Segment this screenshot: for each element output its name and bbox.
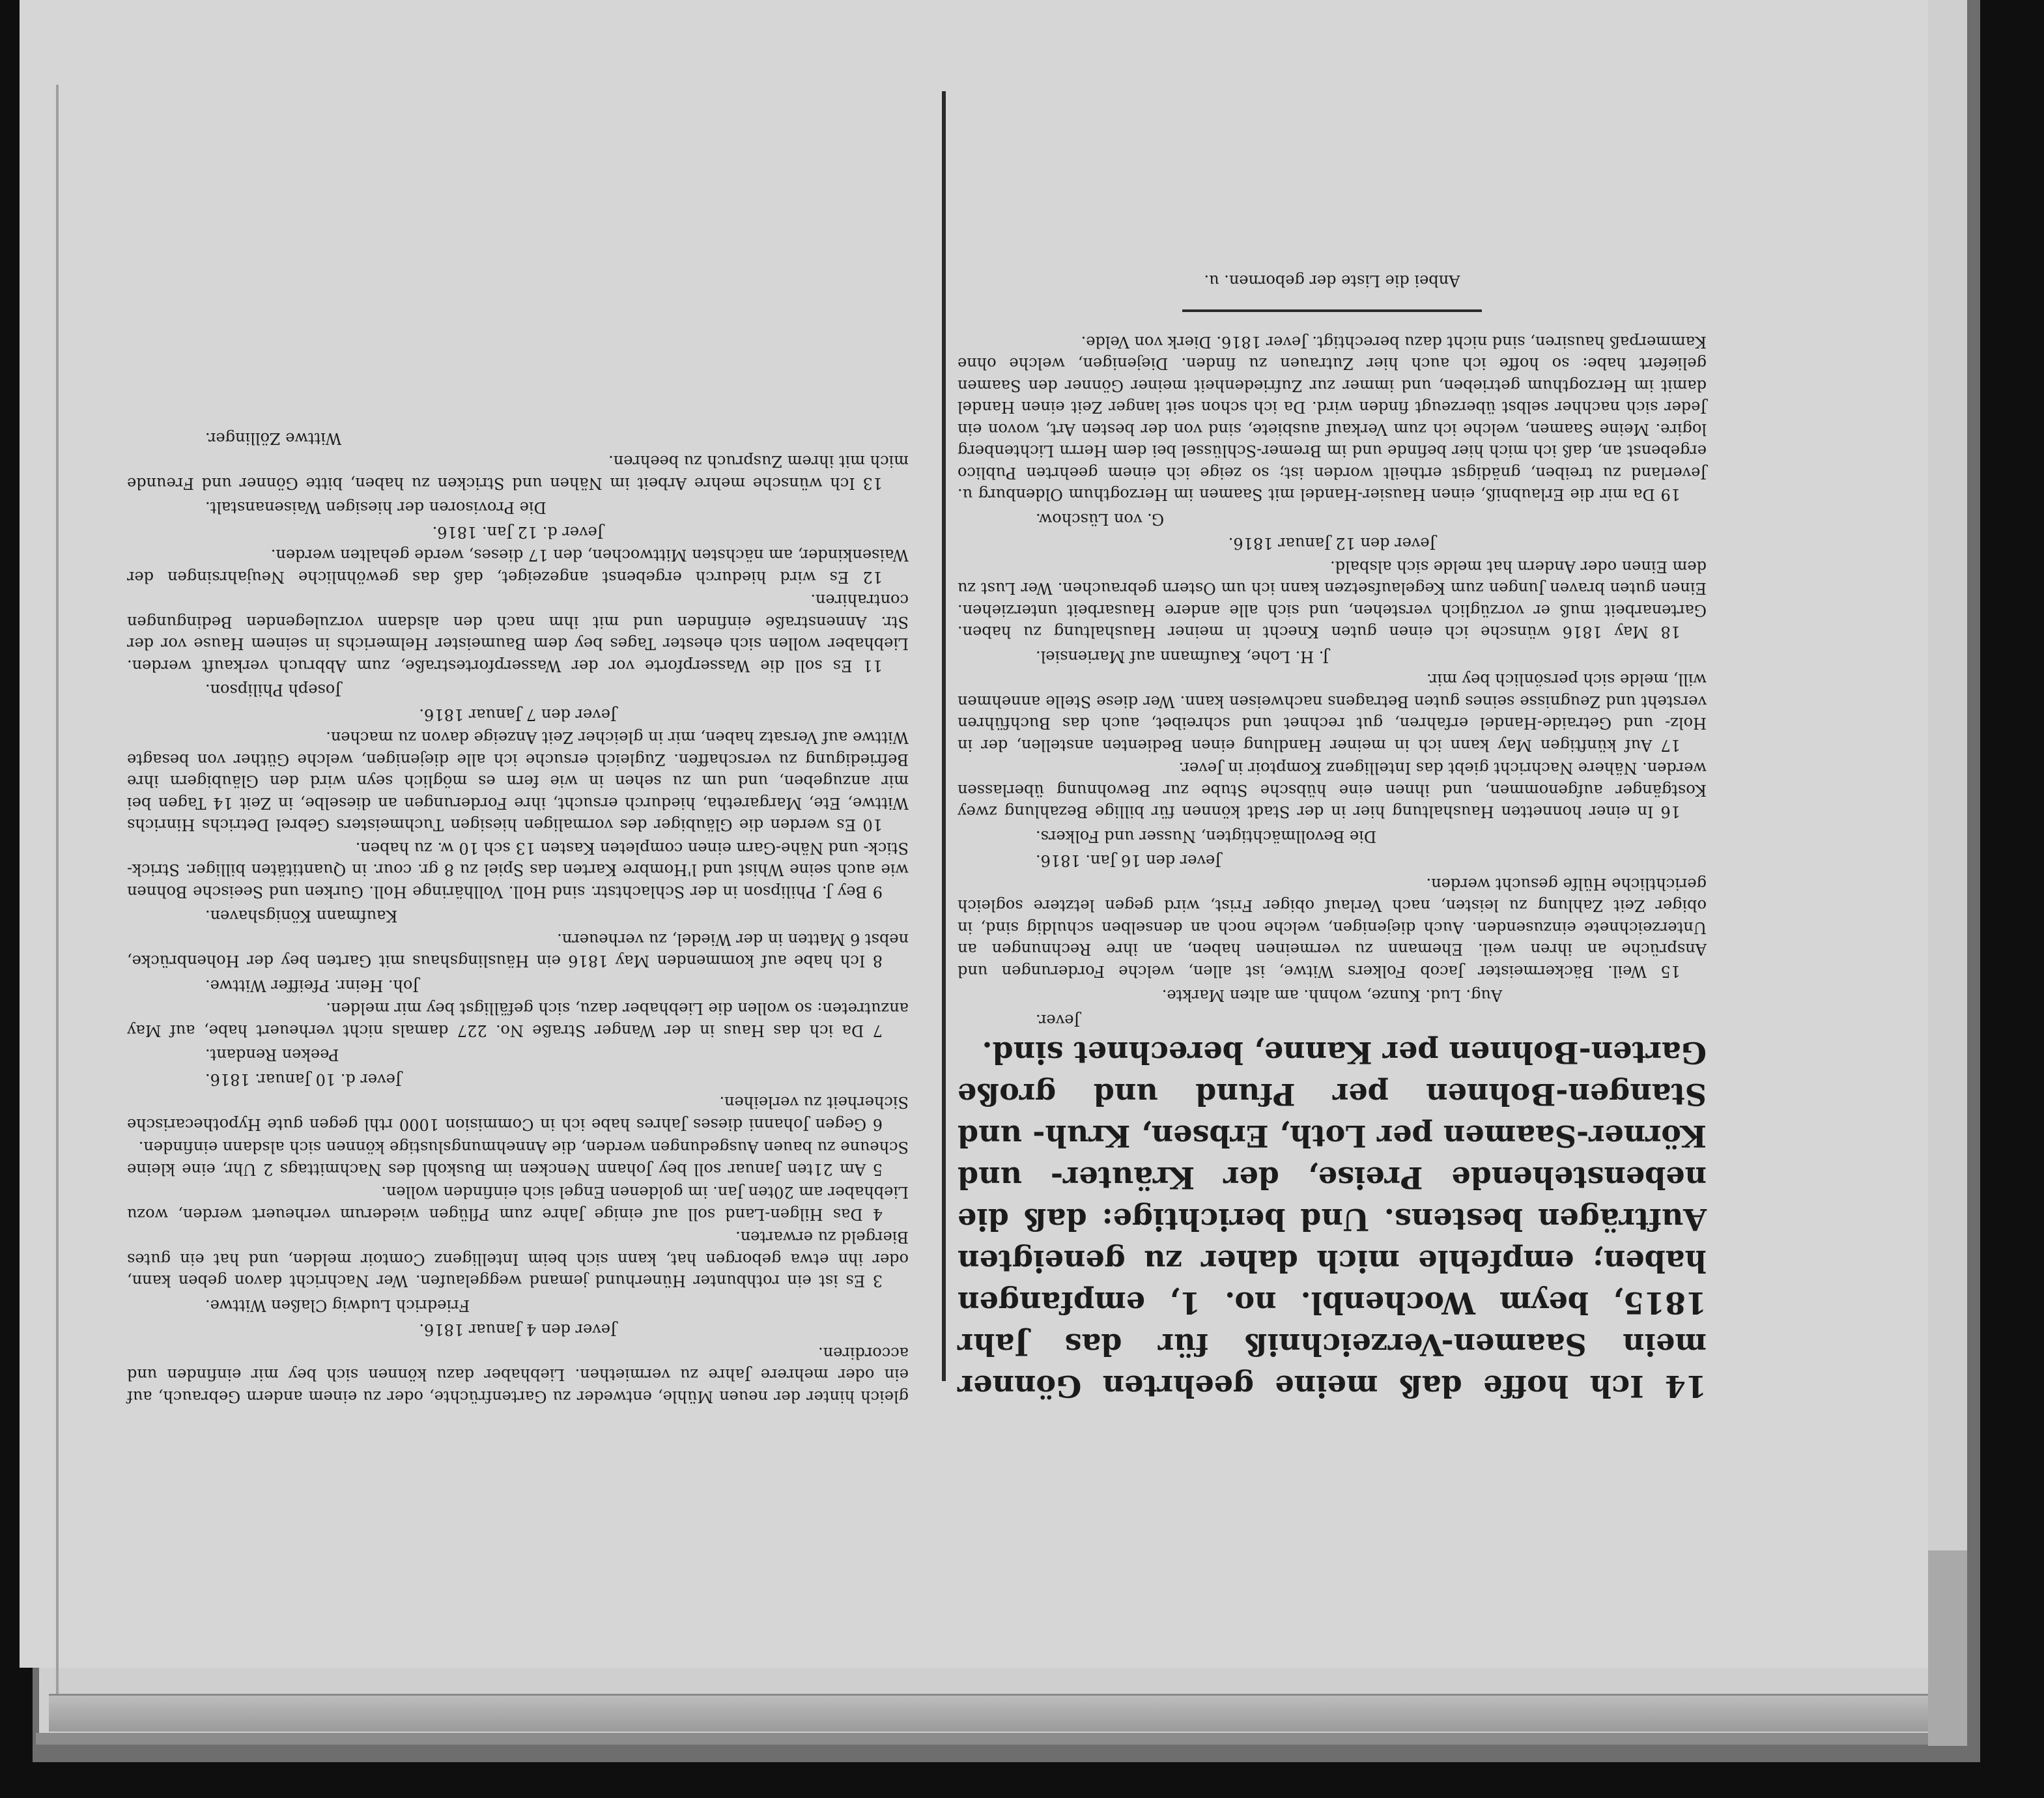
notice-12-signature: Die Provisoren der hiesigen Waisenanstalt. (205, 498, 546, 517)
column-divider (942, 91, 946, 1381)
notice-7: 7 Da ich das Haus in der Wanger Straße No. 227 damals nicht verheuert habe, auf May anzutreten: so wollen die Liebhaber dazu, sich gefälligst bey mir melden. (127, 999, 909, 1040)
section-rule (1182, 310, 1482, 313)
notice-17-signature: J. H. Lohe, Kaufmann auf Mariensiel. (1036, 648, 1329, 666)
page-corner (1928, 1550, 1967, 1746)
notice-10-date: Jever den 7 Januar 1816. (419, 706, 617, 724)
notice-12: 12 Es wird hiedurch ergebenst angezeiget, daß das gewöhnliche Neujahrsingen der Waisenkinder, am nächsten Mittwochen, den 17 dieses, werde gehalten werden. (127, 546, 909, 586)
notice-14-signature: Aug. Lud. Kunze, wohnh. am alten Markte. (1161, 986, 1503, 1005)
notice-11: 11 Es soll die Wasserpforte vor der Wasserpfortestraße, zum Abbruch verkauft werden. Liebhaber wollen sich ehester Tages bey dem Baumeister Helmerichs in seinem Hause vor der Str. Annenstraße einfinden und mit ihm nach den alsdann vorzulegenden Bedingungen contrahiren. (127, 591, 909, 675)
notice-16: 16 In einer honnetten Haushaltung hier in der Stadt können für billige Bezahlung zwey Kostgänger aufgenommen, und ihnen eine hübsche Stube zur Bewohnung überlassen werden. Nähere Nachricht giebt das Intelligenz Komptoir in Jever. (958, 759, 1707, 821)
notice-14: 14 Ich hoffe daß meine geehrten Gönner mein Saamen-Verzeichniß für das Jahr 1815, beym Wochenbl. no. 1, empfangen haben; empfehle mich daher zu geneigten Aufträgen bestens. Und berichtige: daß die nebenstehende Preise, der Kräuter- und Körner-Saamen per Loth, Erbsen, Kruh- und Stangen-Bohnen per Pfund und große Garten-Bohnen per Kanne, berechnet sind. (958, 1035, 1707, 1404)
notice-10: 10 Es werden die Gläubiger des vormaligen hiesigen Tuchmeisters Gebrel Detrichs Hinrichs Wittwe, Ete, Margaretha, hiedurch ersucht, ihre Forderungen an dieselbe, in Zeit 14 Tagen bei mir anzugeben, und um zu sehen in wie fern es möglich seyn wird den Gläubigern ihre Befriedigung zu verschaffen. Zugleich ersuche ich alle diejenigen, welche Güther von besagte Wittwe auf Versatz haben, mir in gleicher Zeit Anzeige davon zu machen. (127, 728, 909, 835)
printed-area-upside-down (78, 65, 1707, 1407)
notice-10-signature: Joseph Philipson. (205, 681, 341, 700)
page-fold-line (56, 85, 59, 1694)
notice-2-continued: gleich hinter der neuen Mühle, entweder zu Gartenfrüchte, oder zu einem andern Gebrauch, auf ein oder mehrere Jahre zu vermiethen. Liebhaber dazu können sich bey mir einfinden und accordiren. (127, 1344, 909, 1406)
notice-6-date: Jever d. 10 Januar. 1816. (205, 1070, 402, 1089)
notice-3: 3 Es ist ein rothbunter Hünerhund jemand weggelaufen. Wer Nachricht davon geben kann, oder ihn etwa geborgen hat, kann sich beim Intelligenz Comtoir melden, und hat ein gutes Biergeld zu erwarten. (127, 1228, 909, 1291)
notice-15-date: Jever den 16 Jan. 1816. (1036, 851, 1221, 870)
notice-9: 9 Bey J. Philipson in der Schlachtstr. sind Holl. Vollhäringe Holl. Gurken und Seeische Bohnen wie auch seine Whist und l'Hombre Karten das Spiel zu 8 gr. cour. in Quantitäten billiger. Strick-Stick- und Nähe-Garn einen completen Kasten 13 sch 10 w. zu haben. (127, 839, 909, 901)
notice-4: 4 Das Hilgen-Land soll auf einige Jahre zum Pflügen wiederum verheuert werden, wozu Liebhaber am 20ten Jan. im goldenen Engel sich einfinden wollen. (127, 1183, 909, 1223)
notice-17: 17 Auf künftigen May kann ich in meiner Handlung einen Bedienten anstellen, der in Holz- und Getraide-Handel erfahren, gut rechnet und schreibet, auch das Buchführen versteht und Zeugnisse seines guten Betragens nachweisen kann. Wer diese Stelle annehmen will, melde sich persönlich bey mir. (958, 670, 1707, 754)
notice-14-place: Jever. (1036, 1011, 1081, 1029)
notice-13-signature: Wittwe Zöllinger. (205, 429, 342, 448)
page-bottom-edge (49, 1694, 1957, 1732)
footer-note: Anbei die Liste der gebornen. u. (1204, 272, 1460, 291)
notice-8: 8 Ich habe auf kommenden May 1816 ein Häuslingshaus mit Garten bey der Hohenbrücke, nebst 6 Matten in der Wiedel, zu verheuern. (127, 930, 909, 971)
notice-15-signature: Die Bevollmächtigten, Nusser und Folkers. (1036, 827, 1377, 846)
notice-6-signature: Peeken Rendant. (205, 1046, 339, 1064)
notice-15: 15 Weil. Bäckermeister Jacob Folkers Witwe, ist allen, welche Forderungen und Ansprüche an ihren weil. Ehemann zu vermeinen haben, an ihre Rechnungen an Unterzeichnete einzusenden. Auch diejenigen, welche noch an denselben schuldig sind, in obiger Zeit Zahlung zu leisten, nach Verlauf obiger Frist, wird gegen letztere sogleich gerichtliche Hülfe gesucht werden. (958, 875, 1707, 980)
notice-8-signature: Kaufmann Königshaven. (205, 907, 398, 926)
notice-12-date: Jever d. 12 Jan. 1816. (432, 523, 604, 541)
notice-19: 19 Da mir die Erlaubniß, einen Hausier-Handel mit Saamen im Herzogthum Oldenburg u. Jeverland zu treiben, gnädigst ertheilt worden ist; so zeige ich einem geehrten Publico ergebenst an, daß ich mich hier befinde und im Bremer-Schlüssel bei dem Herrn Lichtenberg logire. Meine Saamen, welche ich zum Verkauf ausbiete, sind von der besten Art, wovon ein Jeder sich nachher selbst überzeugt finden wird. Da ich schon seit langer Zeit einen Handel damit im Herzogthum getrieben, und immer zur Zufriedenheit meiner Gönner den Saamen geliefert habe: so hoffe ich auch hier Zutrauen zu finden. Diejenigen, welche ohne Kammerpaß hausiren, sind nicht dazu berechtigt. Jever 1816. Dierk von Velde. (958, 333, 1707, 504)
notice-6: 6 Gegen Johanni dieses Jahres habe ich in Commision 1000 rthl gegen gute Hypothecarische Sicherheit zu verleihen. (127, 1093, 909, 1134)
notice-13: 13 Ich wünsche mehre Arbeit im Nähen und Stricken zu haben, bitte Gönner und Freunde mich mit ihrem Zuspruch zu beehren. (127, 452, 909, 492)
page-stack-edge (36, 1733, 1964, 1745)
announcements-column-right (958, 65, 1707, 1407)
notice-18-date: Jever den 12 Januar 1816. (1228, 534, 1436, 553)
notice-2-date: Jever den 4 Januar 1816. (419, 1320, 617, 1339)
notice-5: 5 Am 21ten Januar soll bey Johann Nencken im Buskohl des Nachmittags 2 Uhr, eine kleine Scheune zu bauen Ausgedungen werden, die Annehmungslustige können sich alsdann einfinden. (127, 1138, 909, 1178)
notice-7-signature: Joh. Heinr. Pfeiffer Wittwe. (205, 977, 419, 995)
notice-18-signature: G. von Lüschow. (1036, 510, 1165, 528)
notice-18: 18 May 1816 wünsche ich einen guten Knecht in meiner Haushaltung zu haben. Gartenarbeit muß er vorzüglich verstehen, und sich alle andere Hausarbeit unterziehen. Einen guten braven Jungen zum Kegelaufsetzen kann ich um Ostern gebrauchen. Wer Lust zu dem Einen oder Andern hat melde sich alsbald. (958, 558, 1707, 642)
announcements-column-left (127, 65, 909, 1407)
notice-2-signature: Friedrich Ludwig Claßen Wittwe. (205, 1296, 470, 1315)
